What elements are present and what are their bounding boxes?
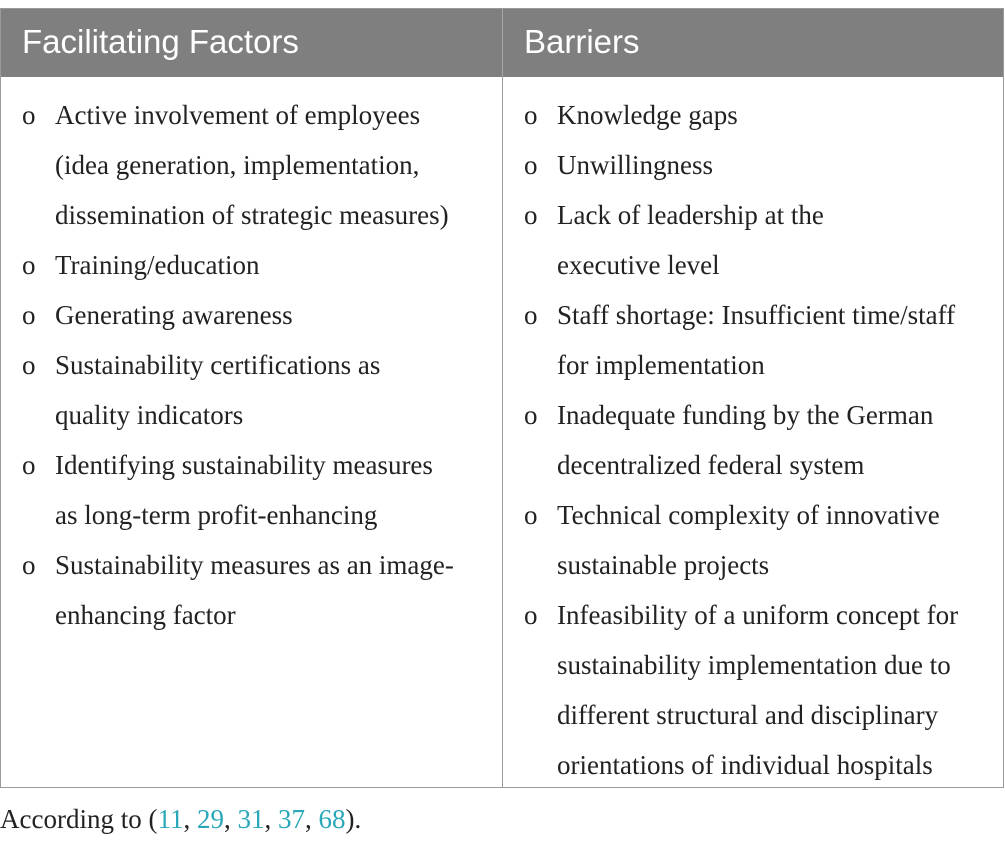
bullet-marker: o [22,350,36,380]
bullet-marker: o [524,200,538,230]
reference-link[interactable]: 68 [318,804,346,834]
facilitating-factors-list [22,90,492,640]
facilitating-factor-item-text: (idea generation, implementation, [55,150,420,180]
bullet-marker: o [524,500,538,530]
factors-table [0,8,1004,788]
header-divider [502,9,503,77]
bullet-marker: o [22,250,36,280]
barrier-item-text: executive level [557,250,720,280]
barriers-column [524,90,994,790]
footnote-prefix: According to ( [0,804,158,834]
reference-link[interactable]: 31 [237,804,265,834]
facilitating-factor-item-text: Identifying sustainability measures [55,450,433,480]
facilitating-factors-column [22,90,492,640]
bullet-marker: o [524,600,538,630]
barriers-list [524,90,994,790]
barrier-item-text: Inadequate funding by the German [557,400,934,430]
barrier-item-text: Lack of leadership at the [557,200,824,230]
reference-link[interactable]: 37 [277,804,305,834]
column-divider [502,77,503,787]
barrier-item-text: Unwillingness [557,150,714,180]
facilitating-factor-item [22,90,492,240]
footnote-separator: , [183,804,197,834]
bullet-marker: o [22,100,36,130]
reference-link[interactable]: 11 [157,804,184,834]
bullet-marker: o [22,300,36,330]
barrier-item [524,490,994,590]
barrier-item-text: Technical complexity of innovative [557,500,940,530]
facilitating-factor-item-text: Sustainability measures as an image- [55,550,454,580]
facilitating-factor-item-text: Sustainability certifications as [55,350,381,380]
footnote-suffix: ). [345,804,362,834]
barrier-item-text: Infeasibility of a uniform concept for [557,600,959,630]
header-barriers: Barriers [524,23,640,60]
barrier-item [524,90,994,140]
barrier-item-text: sustainable projects [557,550,770,580]
barrier-item [524,390,994,490]
bullet-marker: o [22,550,36,580]
facilitating-factor-item-text: Generating awareness [55,300,293,330]
barrier-item [524,140,994,190]
barrier-item-text: decentralized federal system [557,450,865,480]
bullet-marker: o [524,100,538,130]
table-header [1,9,1003,77]
footnote-separator: , [223,804,238,834]
facilitating-factor-item-text: as long-term profit-enhancing [55,500,378,530]
barrier-item-text: Staff shortage: Insufficient time/staff [557,300,956,330]
barrier-item [524,190,994,290]
barrier-item [524,290,994,390]
footnote-separator: , [264,804,278,834]
facilitating-factor-item [22,540,492,640]
facilitating-factor-item [22,340,492,440]
facilitating-factor-item-text: dissemination of strategic measures) [55,200,449,230]
barrier-item-text: different structural and disciplinary [557,700,939,730]
bullet-marker: o [22,450,36,480]
source-footnote [0,799,361,839]
facilitating-factor-item-text: Training/education [55,250,260,280]
barrier-item-text: for implementation [557,350,765,380]
footnote-separator: , [304,804,319,834]
barrier-item [524,590,994,790]
bullet-marker: o [524,400,538,430]
bullet-marker: o [524,300,538,330]
facilitating-factor-item [22,290,492,340]
facilitating-factor-item-text: quality indicators [55,400,244,430]
header-facilitating-factors: Facilitating Factors [22,23,299,60]
barrier-item-text: Knowledge gaps [557,100,738,130]
facilitating-factor-item [22,440,492,540]
bullet-marker: o [524,150,538,180]
barrier-item-text: orientations of individual hospitals [557,750,933,780]
facilitating-factor-item-text: enhancing factor [55,600,236,630]
facilitating-factor-item-text: Active involvement of employees [55,100,421,130]
reference-link[interactable]: 29 [196,804,224,834]
barrier-item-text: sustainability implementation due to [557,650,951,680]
facilitating-factor-item [22,240,492,290]
